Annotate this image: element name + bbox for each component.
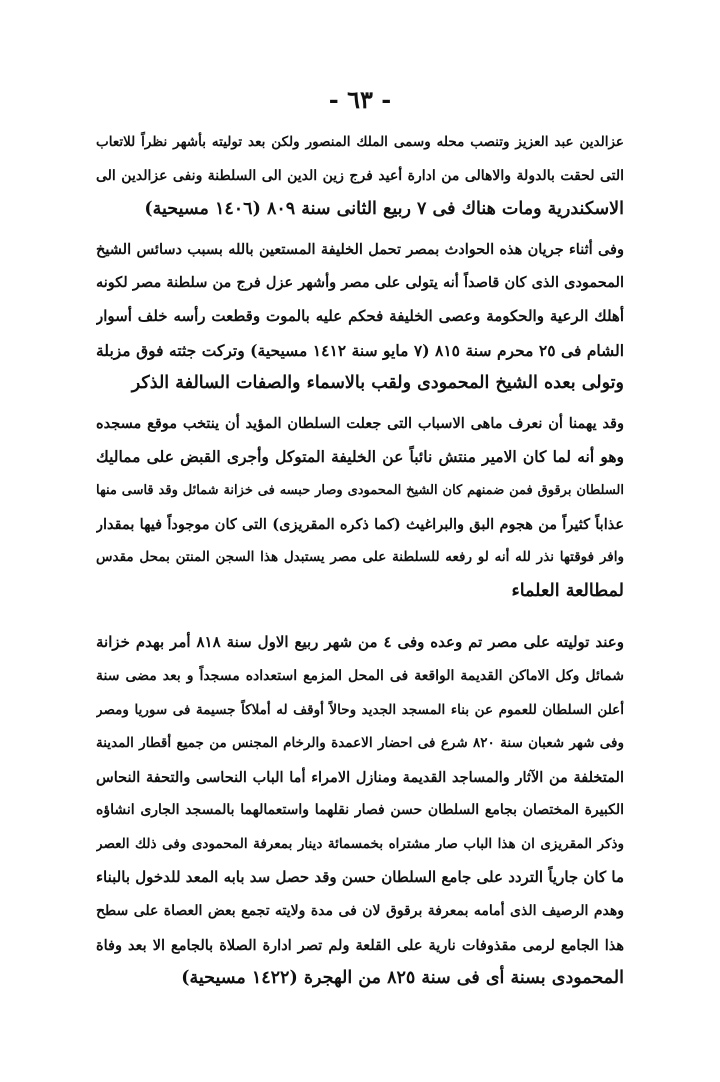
text-line: شمائل وكل الاماكن القديمة الواقعة فى المحل المزمع استعداده مسجداً و بعد مضى سنة <box>96 667 624 684</box>
paragraph-reasons <box>96 407 624 609</box>
text-line: الكبيرة المختصان بجامع السلطان حسن فصار نقلهما واستعمالهما بالمسجد الجارى انشاؤه <box>96 802 624 819</box>
text-line: الشام فى ٢٥ محرم سنة ٨١٥ (٧ مايو سنة ١٤١٢ مسيحية) وتركت جثته فوق مزبلة <box>96 340 624 360</box>
text-line: ما كان جارياً التردد على جامع السلطان حسن وقد حصل سد بابه المعد للدخول بالبناء <box>96 868 624 887</box>
text-line: السلطان برقوق فمن ضمنهم كان الشيخ المحمودى وصار حبسه فى خزانة شمائل وقد قاسى منها <box>96 482 624 498</box>
text-line: عذاباً كثيراً من هجوم البق والبراغيث (كما ذكره المقريزى) التى كان موجوداً فيها بمقدار <box>96 515 624 533</box>
text-line: المحمودى الذى كان قاصداً أنه يتولى على مصر وأشهر عزل فرج من سلطنة مصر لكونه <box>96 274 624 292</box>
text-line: المتخلفة من الآثار والمساجد القديمة ومنازل الامراء أما الباب النحاسى والتحفة النحاس <box>96 768 624 786</box>
text-line: وهو أنه لما كان الامير منتش نائباً عن الخليفة المتوكل وأجرى القبض على مماليك <box>96 447 624 467</box>
paragraph-caliph <box>96 233 624 401</box>
paragraph-construction <box>96 626 624 996</box>
text-line: وقد يهمنا أن نعرف ماهى الاسباب التى جعلت السلطان المؤيد أن ينتخب موقع مسجده <box>96 414 624 432</box>
text-line: المحمودى بسنة أى فى سنة ٨٢٥ من الهجرة (١٤٢٢ مسيحية) <box>181 968 624 989</box>
text-line: وفى شهر شعبان سنة ٨٢٠ شرع فى احضار الاعمدة والرخام المجنس من جميع أقطار المدينة <box>96 735 624 752</box>
text-line: وفى أثناء جريان هذه الحوادث بمصر تحمل الخليفة المستعين بالله بسبب دسائس الشيخ <box>96 240 624 258</box>
text-line: أعلن السلطان للعموم عن بناء المسجد الجديد وحالاً أوقف له أملاكاً جسيمة فى سوريا ومصر <box>96 701 624 718</box>
text-line: أهلك الرعية والحكومة وعصى الخليفة فحكم عليه بالموت وقطعت رأسه خلف أسوار <box>96 306 624 325</box>
text-line: لمطالعة العلماء <box>511 580 624 601</box>
text-line: التى لحقت بالدولة والاهالى من ادارة أعيد فرج زين الدين الى السلطنة ونفى عزالدين الى <box>96 167 624 184</box>
text-line: وعند توليته على مصر تم وعده وفى ٤ من شهر ربيع الاول سنة ٨١٨ أمر بهدم خزانة <box>96 633 624 652</box>
text-line: وتولى بعده الشيخ المحمودى ولقب بالاسماء والصفات السالفة الذكر <box>131 373 624 394</box>
text-line: عزالدين عبد العزيز وتنصب محله وسمى الملك المنصور ولكن بعد توليته بأشهر نظراً للاتعاب <box>96 134 624 150</box>
text-line: وافر فوقتها نذر لله أنه لو رفعه للسلطنة على مصر يستبدل هذا السجن المنتن بمحل مقدس <box>96 549 624 566</box>
text-line: هذا الجامع لرمى مقذوفات نارية على القلعة ولم تصر ادارة الصلاة بالجامع الا بعد وفاة <box>96 936 624 954</box>
text-line: وهدم الرصيف الذى أمامه بمعرفة برقوق لان فى مدة ولايته تجمع بعض العصاة على سطح <box>96 903 624 920</box>
text-line: وذكر المقريزى ان هذا الباب صار مشتراه بخمسمائة دينار بمعرفة المحمودى وفى ذلك العصر <box>96 835 624 852</box>
page-number: - ٦٣ - <box>328 85 392 114</box>
paragraph-succession <box>96 126 624 227</box>
text-line: الاسكندرية ومات هناك فى ٧ ربيع الثانى سنة ٨٠٩ (١٤٠٦ مسيحية) <box>144 199 624 220</box>
